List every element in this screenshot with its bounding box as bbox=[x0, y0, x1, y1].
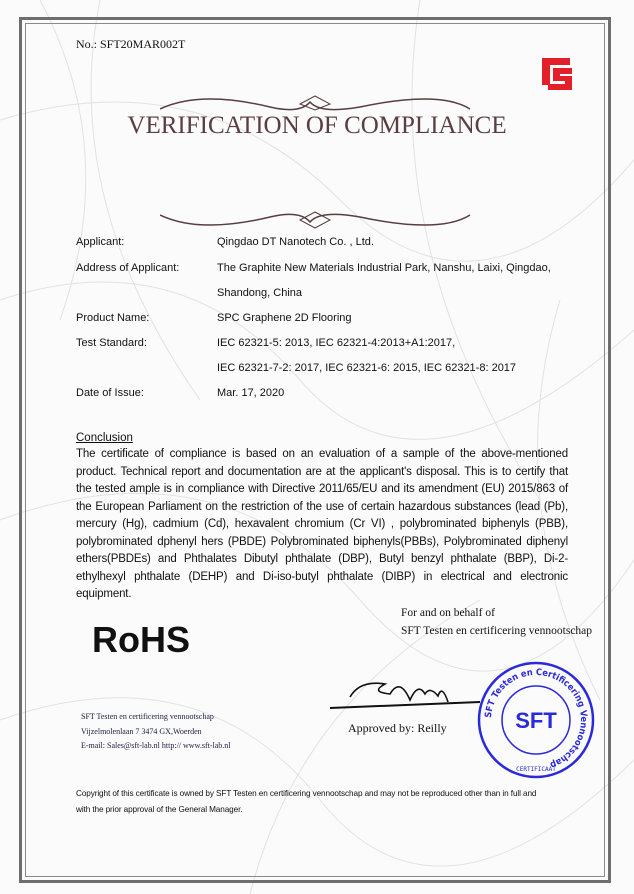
product-name-label: Product Name: bbox=[76, 312, 150, 324]
conclusion-text: The certificate of compliance is based on an evaluation of a sample of the above-mentioned product. Technical report and documentation are at the applicant's disposal. This is to certify that the tested ample is in compliance with Directive 2011/65/EU and its amendment (EU) 2015/863 of the European Parliament on the restriction of the use of certain hazardous substances (lead (Pb), mercury (Hg), cadmium (Cd), hexavalent chromium (Cr VI) , polybrominated biphenyls (PBB), polybrominated dphenyl hers (PBDE) Polybrominated biphenyls(PBBs), Polybrominated diphenyl ethers(PBDEs) and Phthalates Dibutyl phthalate (DBP), Butyl benzyl phthalate (BBP), Di-2-ethylhexyl phthalate (DEHP) and Di-iso-butyl phthalate (DIBP) in electrical and electronic equipment. bbox=[76, 448, 568, 600]
issuer-address: Vijzelmolenlaan 7 3474 GX,Woerden bbox=[81, 727, 202, 736]
issuer-contact: E-mail: Sales@sft-lab.nl http:// www.sft-lab.nl bbox=[81, 741, 231, 750]
conclusion-heading: Conclusion bbox=[76, 432, 133, 444]
address-value-line1: The Graphite New Materials Industrial Park, Nanshu, Laixi, Qingdao, bbox=[217, 262, 551, 274]
applicant-label: Applicant: bbox=[76, 236, 125, 248]
behalf-line1: For and on behalf of bbox=[401, 607, 495, 619]
test-standard-line1: IEC 62321-5: 2013, IEC 62321-4:2013+A1:2017, bbox=[217, 337, 456, 349]
document-title: VERIFICATION OF COMPLIANCE bbox=[127, 112, 507, 139]
copyright-line2: with the prior approval of the General Manager. bbox=[76, 805, 243, 814]
rohs-mark: RoHS bbox=[92, 619, 190, 660]
sft-logo bbox=[538, 56, 576, 94]
svg-text:CERTIFICAAT: CERTIFICAAT bbox=[516, 766, 556, 773]
address-label: Address of Applicant: bbox=[76, 262, 180, 274]
applicant-value: Qingdao DT Nanotech Co. , Ltd. bbox=[217, 236, 374, 248]
approved-by: Approved by: Reilly bbox=[348, 721, 447, 735]
bottom-flourish-ornament bbox=[160, 202, 475, 232]
test-standard-line2: IEC 62321-7-2: 2017, IEC 62321-6: 2015, IEC 62321-8: 2017 bbox=[217, 362, 517, 374]
sft-certificaat-stamp bbox=[476, 660, 596, 780]
svg-text:SFT: SFT bbox=[515, 708, 557, 733]
date-of-issue-value: Mar. 17, 2020 bbox=[217, 387, 285, 399]
copyright-line1: Copyright of this certificate is owned by SFT Testen en certificering vennootschap and may not be reproduced other than in full and bbox=[76, 789, 537, 798]
test-standard-label: Test Standard: bbox=[76, 337, 147, 349]
certificate-number: No.: SFT20MAR002T bbox=[76, 37, 186, 51]
signature bbox=[330, 672, 480, 712]
behalf-line2: SFT Testen en certificering vennootschap bbox=[401, 625, 593, 637]
address-value-line2: Shandong, China bbox=[217, 287, 303, 299]
product-name-value: SPC Graphene 2D Flooring bbox=[217, 312, 352, 324]
svg-text:SFT Testen en Certificering Ve: SFT Testen en Certificering Vennootschap bbox=[483, 667, 589, 770]
date-of-issue-label: Date of Issue: bbox=[76, 387, 144, 399]
issuer-name: SFT Testen en certificering vennootschap bbox=[81, 712, 214, 721]
